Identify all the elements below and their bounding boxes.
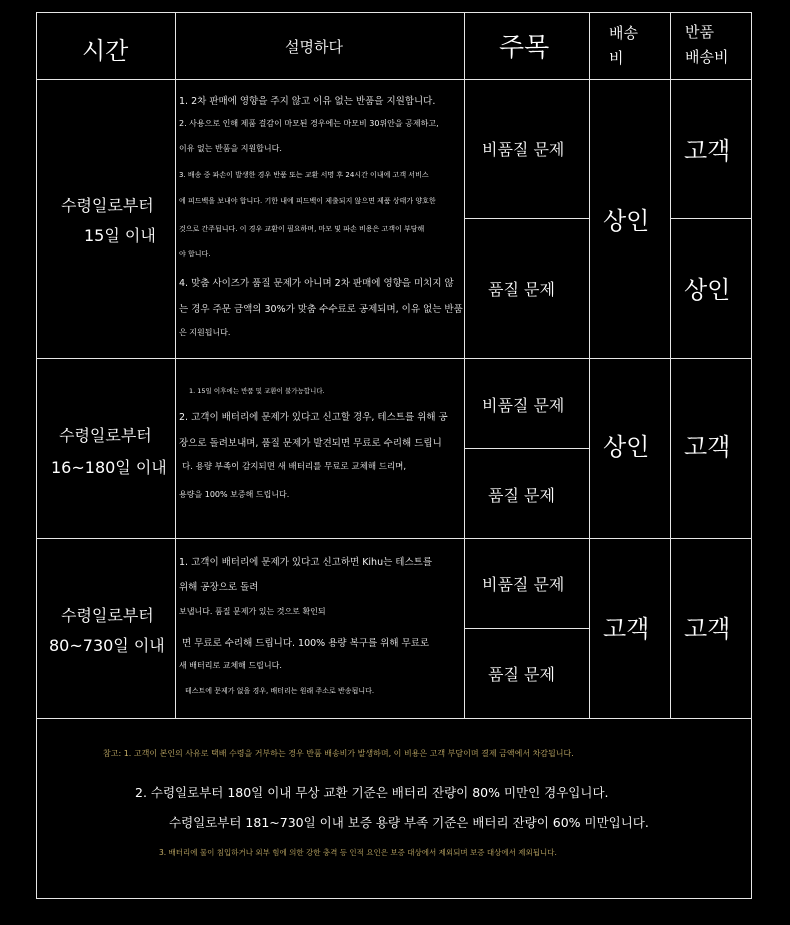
row3-return-shipping: 고객	[684, 615, 731, 643]
row1-note-quality: 품질 문제	[488, 280, 555, 299]
row2-desc-line: 용량을 100% 보증해 드립니다.	[179, 490, 290, 499]
row1-desc-line: 3. 배송 중 파손이 발생한 경우 반품 또는 교환 서명 후 24시간 이내에 고객 서비스	[179, 171, 429, 179]
row2-desc-line: 다. 용량 부족이 감지되면 새 배터리를 무료로 교체해 드리며,	[182, 462, 407, 472]
header-return-shipping	[685, 20, 739, 70]
row3-shipping: 고객	[603, 615, 650, 643]
row2-note-quality: 품질 문제	[488, 486, 555, 505]
row3-divider	[37, 718, 751, 719]
header-description: 설명하다	[285, 38, 343, 56]
row1-period-line1: 수령일로부터	[61, 196, 154, 215]
footer-note-1: 참고: 1. 고객이 본인의 사유로 택배 수령을 거부하는 경우 반품 배송비가 발생하며, 이 비용은 고객 부담이며 결제 금액에서 차감됩니다.	[103, 749, 574, 758]
row3-note-divider	[464, 628, 589, 629]
row3-desc-line: 보냅니다. 품질 문제가 있는 것으로 확인되	[179, 607, 326, 616]
row1-desc-line: 4. 맞춤 사이즈가 품질 문제가 아니며 2차 판매에 영향을 미치지 않	[179, 278, 454, 289]
row2-shipping: 상인	[603, 433, 650, 461]
col-divider-4	[670, 13, 671, 718]
row2-desc-line: 1. 15일 이후에는 반품 및 교환이 불가능합니다.	[189, 387, 325, 395]
row3-period-line1: 수령일로부터	[61, 606, 154, 625]
row1-desc-line: 는 경우 주문 금액의 30%가 맞춤 수수료로 공제되며, 이유 없는 반품	[179, 304, 463, 315]
row3-desc-line: 위해 공장으로 돌려	[179, 582, 259, 593]
row2-return-shipping: 고객	[684, 433, 731, 461]
row1-desc-line: 2. 사용으로 인해 제품 걸감이 마모된 경우에는 마모비 30위안을 공제하고,	[179, 119, 439, 128]
row1-return-divider	[670, 218, 751, 219]
header-shipping: 배송비	[609, 24, 638, 67]
row1-desc-line: 은 지원됩니다.	[179, 328, 231, 337]
row1-desc-line: 것으로 간주됩니다. 이 경우 교환이 필요하며, 마모 및 파손 비용은 고객이 부담해	[179, 225, 425, 233]
row3-desc-line: 1. 고객이 배터리에 문제가 있다고 신고하면 Kihu는 테스트를	[179, 557, 433, 568]
row1-divider	[37, 358, 751, 359]
row2-period-line1: 수령일로부터	[59, 426, 152, 445]
header-time: 시간	[82, 37, 129, 65]
row1-desc-line: 1. 2차 판매에 영향을 주지 않고 이유 없는 반품을 지원합니다.	[179, 96, 436, 107]
row2-desc-line: 2. 고객이 배터리에 문제가 있다고 신고할 경우, 테스트를 위해 공	[179, 412, 448, 423]
row3-desc-line: 새 배터리로 교체해 드립니다.	[179, 661, 282, 670]
row1-desc-line: 야 합니다.	[179, 250, 211, 258]
footer-note-2: 2. 수령일로부터 180일 이내 무상 교환 기준은 배터리 잔량이 80% 미만인 경우입니다.	[135, 785, 609, 800]
row1-desc-line: 이유 없는 반품을 지원합니다.	[179, 144, 282, 153]
col-divider-1	[175, 13, 176, 718]
row3-desc-line: 면 무료로 수리해 드립니다. 100% 용량 복구를 위해 무료로	[182, 638, 430, 649]
footer-note-3: 수령일로부터 181~730일 이내 보증 용량 부족 기준은 배터리 잔량이 60% 미만입니다.	[169, 815, 649, 830]
header-note: 주목	[499, 33, 550, 63]
row2-period-line2: 16~180일 이내	[51, 458, 167, 477]
row1-note-nonquality: 비품질 문제	[482, 140, 565, 159]
return-policy-table	[36, 12, 752, 899]
row2-divider	[37, 538, 751, 539]
row1-note-divider	[464, 218, 589, 219]
row2-note-nonquality: 비품질 문제	[482, 396, 565, 415]
row3-note-quality: 품질 문제	[488, 665, 555, 684]
row2-note-divider	[464, 448, 589, 449]
row1-period-line2: 15일 이내	[84, 226, 156, 245]
row1-desc-line: 에 피드백을 보내야 합니다. 기한 내에 피드백이 제출되지 않으면 제품 상태가 양호한	[179, 197, 436, 205]
row2-desc-line: 장으로 돌려보내며, 품질 문제가 발견되면 무료로 수리해 드립니	[179, 438, 442, 449]
col-divider-2	[464, 13, 465, 718]
header-return-shipping-text: 반품 배송비	[685, 23, 729, 66]
row3-period-line2: 80~730일 이내	[49, 636, 165, 655]
row1-return-shipping-b: 상인	[684, 276, 731, 304]
row3-note-nonquality: 비품질 문제	[482, 575, 565, 594]
row1-shipping: 상인	[603, 207, 650, 235]
footer-note-4: 3. 배터리에 물이 침입하거나 외부 힘에 의한 강한 충격 등 인적 요인은 보증 대상에서 제외되며 보증 대상에서 제외됩니다.	[159, 848, 557, 857]
col-divider-3	[589, 13, 590, 718]
row3-desc-line: 테스트에 문제가 없을 경우, 배터리는 원래 주소로 반송됩니다.	[185, 687, 375, 695]
row1-return-shipping-a: 고객	[684, 137, 731, 165]
header-divider	[37, 79, 751, 80]
